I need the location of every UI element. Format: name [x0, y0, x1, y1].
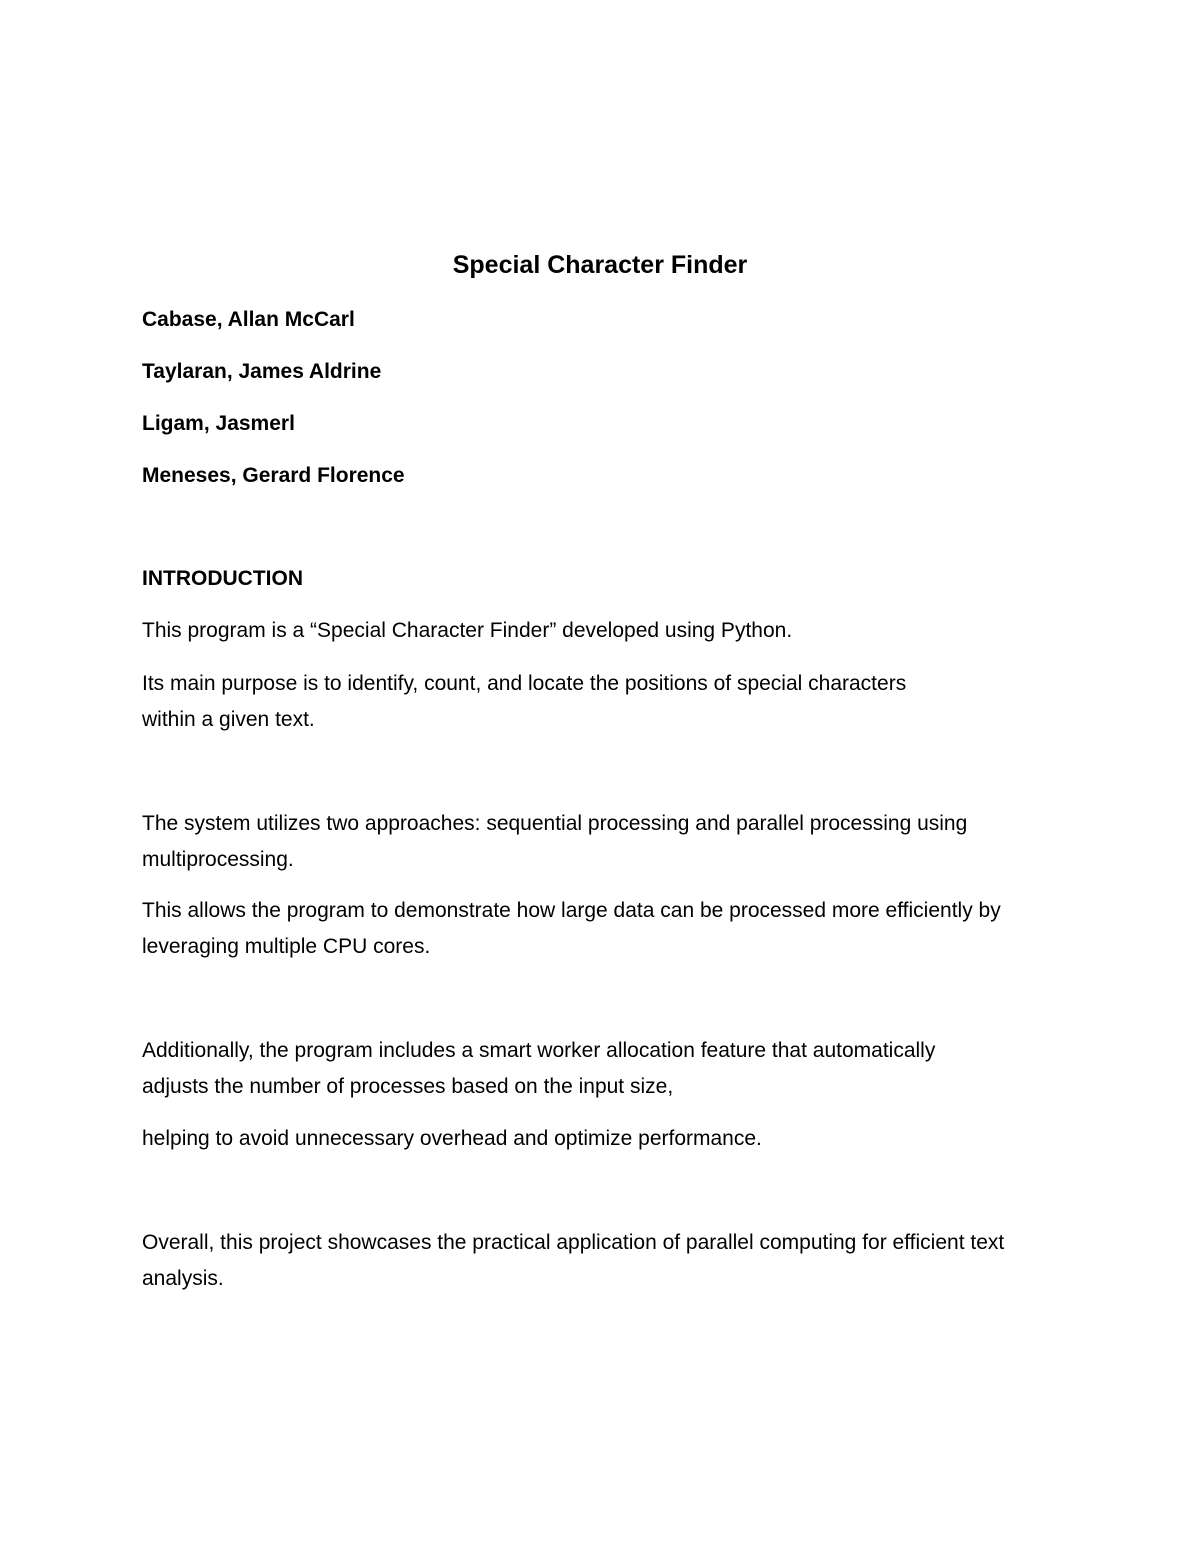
author-3: Ligam, Jasmerl [142, 412, 295, 435]
paragraph-6: helping to avoid unnecessary overhead and optimize performance. [142, 1127, 762, 1150]
paragraph-2: Its main purpose is to identify, count, and locate the positions of special characters within a given text. [142, 672, 907, 731]
author-1: Cabase, Allan McCarl [142, 308, 355, 331]
paragraph-7: Overall, this project showcases the practical application of parallel computing for efficient text analysis. [142, 1231, 1005, 1290]
author-4: Meneses, Gerard Florence [142, 464, 405, 487]
document-title: Special Character Finder [452, 251, 748, 279]
section-heading-introduction: INTRODUCTION [142, 567, 303, 590]
paragraph-5: Additionally, the program includes a smart worker allocation feature that automatically adjusts the number of processes based on the input size, [142, 1039, 936, 1098]
paragraph-4: This allows the program to demonstrate how large data can be processed more efficiently by leveraging multiple CPU cores. [142, 899, 1001, 958]
paragraph-3: The system utilizes two approaches: sequential processing and parallel processing using multiprocessing. [142, 812, 968, 871]
paragraph-1: This program is a “Special Character Finder” developed using Python. [142, 619, 793, 642]
author-2: Taylaran, James Aldrine [142, 360, 382, 383]
